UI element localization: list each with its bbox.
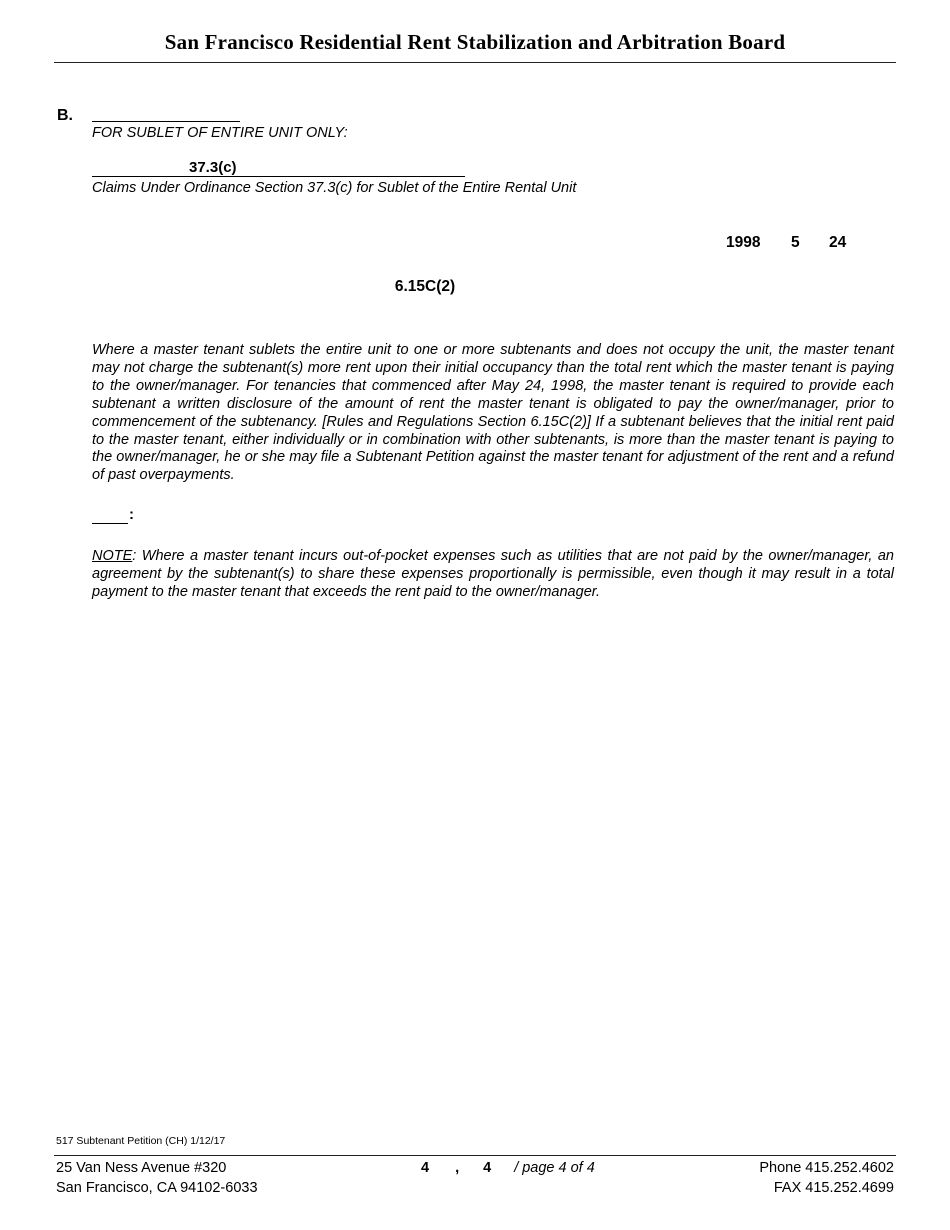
phone-number: Phone 415.252.4602 (759, 1160, 894, 1176)
section-heading-line (92, 103, 240, 122)
date-day: 24 (829, 234, 847, 251)
note-label-line (92, 508, 128, 524)
page-indicator (421, 1158, 595, 1178)
section-subheading-english: Claims Under Ordinance Section 37.3(c) for Sublet of the Entire Rental Unit (92, 180, 577, 196)
section-subheading-line (92, 158, 465, 177)
date-year: 1998 (726, 234, 761, 251)
section-letter: B. (57, 107, 73, 124)
note-text: : Where a master tenant incurs out-of-pocket expenses such as utilities that are not paid by the owner/manager, an agreement by the subtenant(s) to share these expenses proportionally is permissible, even though it may result in a total payment to the master tenant that exceeds the rent paid to the owner/manager. (92, 548, 894, 600)
address-line-1: 25 Van Ness Avenue #320 (56, 1160, 227, 1176)
note-paragraph (92, 548, 894, 602)
page-number-current: 4 (421, 1160, 430, 1176)
section-heading-english: FOR SUBLET OF ENTIRE UNIT ONLY: (92, 125, 348, 141)
footer-contact (759, 1158, 894, 1198)
address-line-2: San Francisco, CA 94102-6033 (56, 1180, 258, 1196)
form-identifier: 517 Subtenant Petition (CH) 1/12/17 (56, 1135, 226, 1147)
page-number-total: 4 (483, 1160, 492, 1176)
note-label-colon: : (129, 506, 134, 523)
ordinance-section-code: 37.3(c) (189, 159, 237, 176)
footer-divider (54, 1155, 896, 1156)
header-divider (54, 62, 896, 63)
fax-number: FAX 415.252.4699 (773, 1180, 894, 1196)
page-separator: , (455, 1160, 460, 1176)
rule-reference: 6.15C(2) (394, 278, 456, 295)
page-label: / page 4 of 4 (514, 1160, 595, 1176)
footer-address (56, 1158, 258, 1198)
date-month: 5 (791, 234, 800, 251)
note-label: NOTE (92, 548, 133, 564)
page-title: San Francisco Residential Rent Stabilization and Arbitration Board (164, 30, 786, 54)
main-paragraph: Where a master tenant sublets the entire unit to one or more subtenants and does not occupy the unit, the master tenant may not charge the subtenant(s) more rent upon their initial occupancy than the total rent which the master tenant is paying to the owner/manager. For tenancies that commenced after May 24, 1998, the master tenant is required to provide each subtenant a written disclosure of the amount of rent the master tenant is obligated to pay the owner/manager, prior to commencement of the subtenancy. [Rules and Regulations Section 6.15C(2)] If a subtenant believes that the initial rent paid to the master tenant, either individually or in combination with other subtenants, is more than the master tenant is paying to the owner/manager, he or she may file a Subtenant Petition against the master tenant for adjustment of the rent and a refund of past overpayments. (92, 342, 894, 484)
